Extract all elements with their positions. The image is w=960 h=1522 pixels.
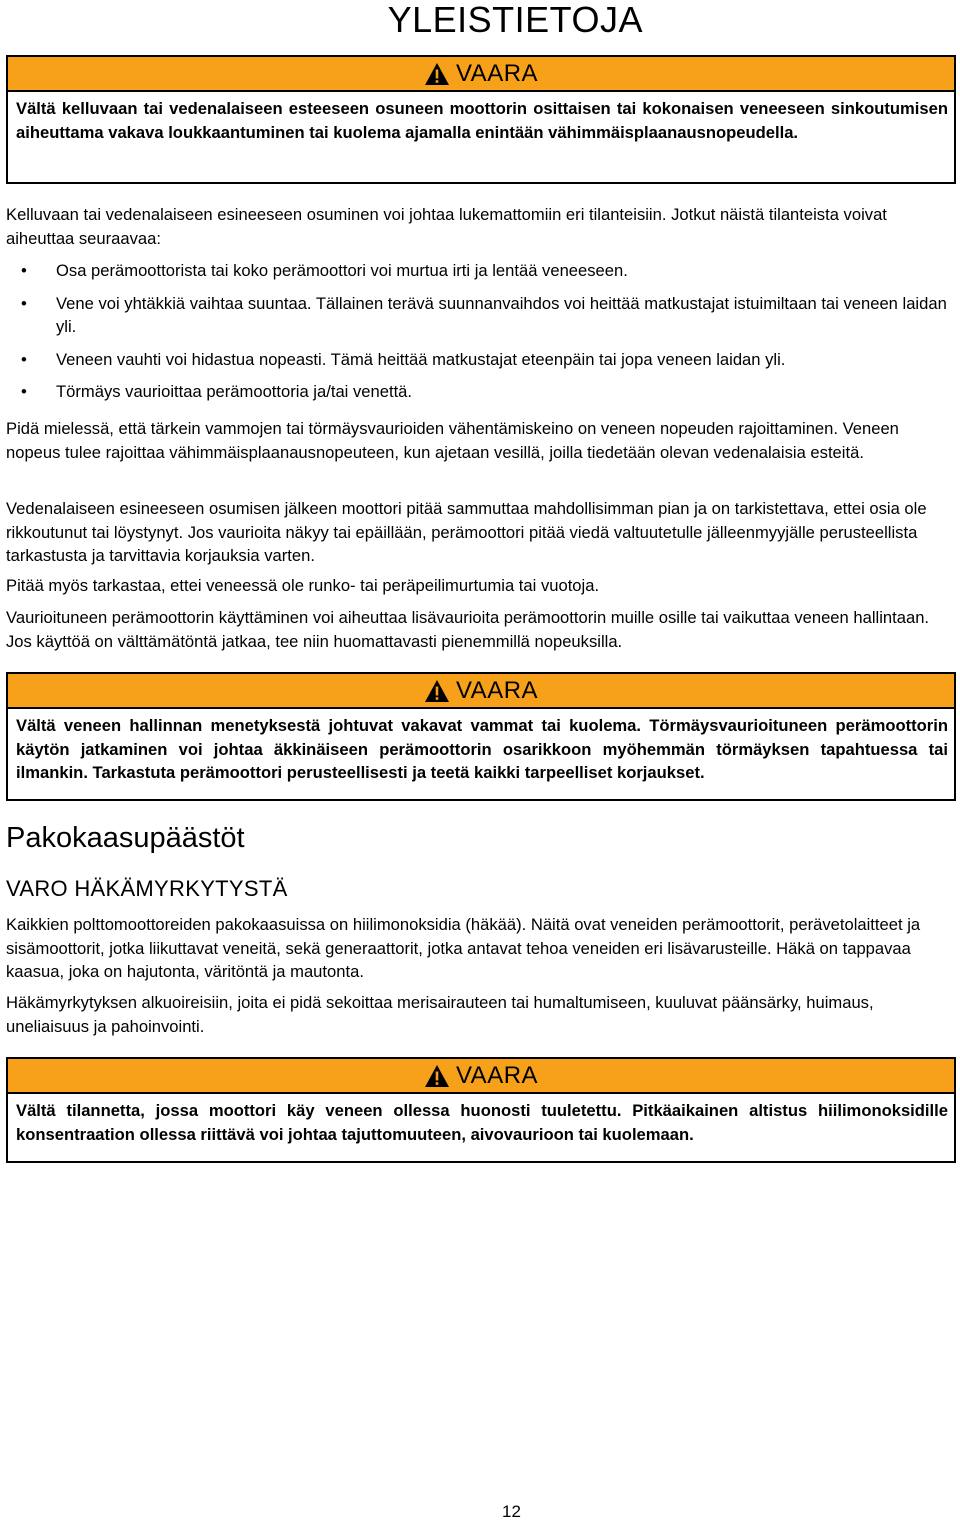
list-item: • Osa perämoottorista tai koko perämoottori voi murtua irti ja lentää veneeseen. <box>21 261 628 280</box>
list-item: • Veneen vauhti voi hidastua nopeasti. Tämä heittää matkustajat eteenpäin tai jopa veneen laidan yli. <box>21 349 786 369</box>
warning-text: Vältä kelluvaan tai vedenalaiseen esteeseen osuneen moottorin osittaisen tai kokonaisen veneeseen sinkoutumisen aiheuttama vakava loukkaantuminen tai kuolema ajamalla enintään vähimmäisplaanausnopeudella. <box>16 99 948 142</box>
intro-paragraph: Kelluvaan tai vedenalaiseen esineeseen osuminen voi johtaa lukemattomiin eri tilanteisiin. Jotkut näistä tilanteista voivat aiheuttaa seuraavaa: <box>6 205 887 248</box>
list-item: • Vene voi yhtäkkiä vaihtaa suuntaa. Tällainen terävä suunnanvaihdos voi heittää matkustajat istuimiltaan tai veneen laidan yli. <box>21 293 947 336</box>
consequence-list <box>6 259 956 413</box>
paragraph: Kaikkien polttomoottoreiden pakokaasuissa on hiilimonoksidia (häkää). Näitä ovat veneiden perämoottorit, perävetolaitteet ja sisämoottorit, jotka liikuttavat veneitä, sekä generaattorit, jotka antavat tehoa veneiden eri lisävarusteille. Häkä on tappavaa kaasua, joka on hajutonta, väritöntä ja mautonta. <box>6 915 921 981</box>
warning-triangle-icon <box>424 62 450 86</box>
warning-box <box>6 1057 956 1163</box>
page-number: 12 <box>502 1502 521 1521</box>
paragraph: Pidä mielessä, että tärkein vammojen tai törmäysvaurioiden vähentämiskeino on veneen nopeuden rajoittaminen. Veneen nopeus tulee rajoittaa vähimmäisplaanausnopeuteen, kun ajetaan vesillä, joilla tiedetään olevan vedenalaisia esteitä. <box>6 419 899 462</box>
paragraph: Vedenalaiseen esineeseen osumisen jälkeen moottori pitää sammuttaa mahdollisimman pian ja on tarkistettava, ettei osia ole rikkoutunut tai löystynyt. Jos vaurioita näkyy tai epäillään, perämoottori pitää viedä valtuutetulle jälleenmyyjälle perusteellista tarkastusta ja tarvittavia korjauksia varten. <box>6 499 927 565</box>
warning-box <box>6 55 956 184</box>
warning-label: VAARA <box>455 59 539 87</box>
subsection-title: VARO HÄKÄMYRKYTYSTÄ <box>6 876 288 901</box>
warning-label: VAARA <box>455 676 539 704</box>
warning-text: Vältä tilannetta, jossa moottori käy veneen ollessa huonosti tuuletettu. Pitkäaikainen altistus hiilimonoksidille konsentraation ollessa riittävä voi johtaa tajuttomuuteen, aivovaurioon tai kuolemaan. <box>16 1101 948 1144</box>
warning-text: Vältä veneen hallinnan menetyksestä johtuvat vakavat vammat tai kuolema. Törmäysvaurioituneen perämoottorin käytön jatkaminen voi johtaa äkkinäiseen perämoottorin osarikkoon myöhemmän törmäyksen tapahtuessa tai ilmankin. Tarkastuta perämoottori perusteellisesti ja teetä kaikki tarpeelliset korjaukset. <box>16 716 948 782</box>
warning-triangle-icon <box>424 1064 450 1088</box>
list-item: • Törmäys vaurioittaa perämoottoria ja/tai venettä. <box>21 382 413 401</box>
paragraph: Häkämyrkytyksen alkuoireisiin, joita ei pidä sekoittaa merisairauteen tai humaltumiseen, kuuluvat päänsärky, huimaus, uneliaisuus ja pahoinvointi. <box>6 993 874 1036</box>
warning-triangle-icon <box>424 679 450 703</box>
warning-header <box>8 1059 954 1094</box>
warning-header <box>8 674 954 709</box>
paragraph: Vaurioituneen perämoottorin käyttäminen voi aiheuttaa lisävaurioita perämoottorin muille osille tai vaikuttaa veneen hallintaan. Jos käyttöä on välttämätöntä jatkaa, tee niin huomattavasti pienemmillä nopeuksilla. <box>6 608 930 651</box>
page-title: YLEISTIETOJA <box>387 0 643 40</box>
warning-label: VAARA <box>455 1061 539 1089</box>
section-title: Pakokaasupäästöt <box>6 822 245 854</box>
paragraph: Pitää myös tarkastaa, ettei veneessä ole runko- tai peräpeilimurtumia tai vuotoja. <box>6 576 600 595</box>
warning-header <box>8 57 954 92</box>
warning-box <box>6 672 956 801</box>
